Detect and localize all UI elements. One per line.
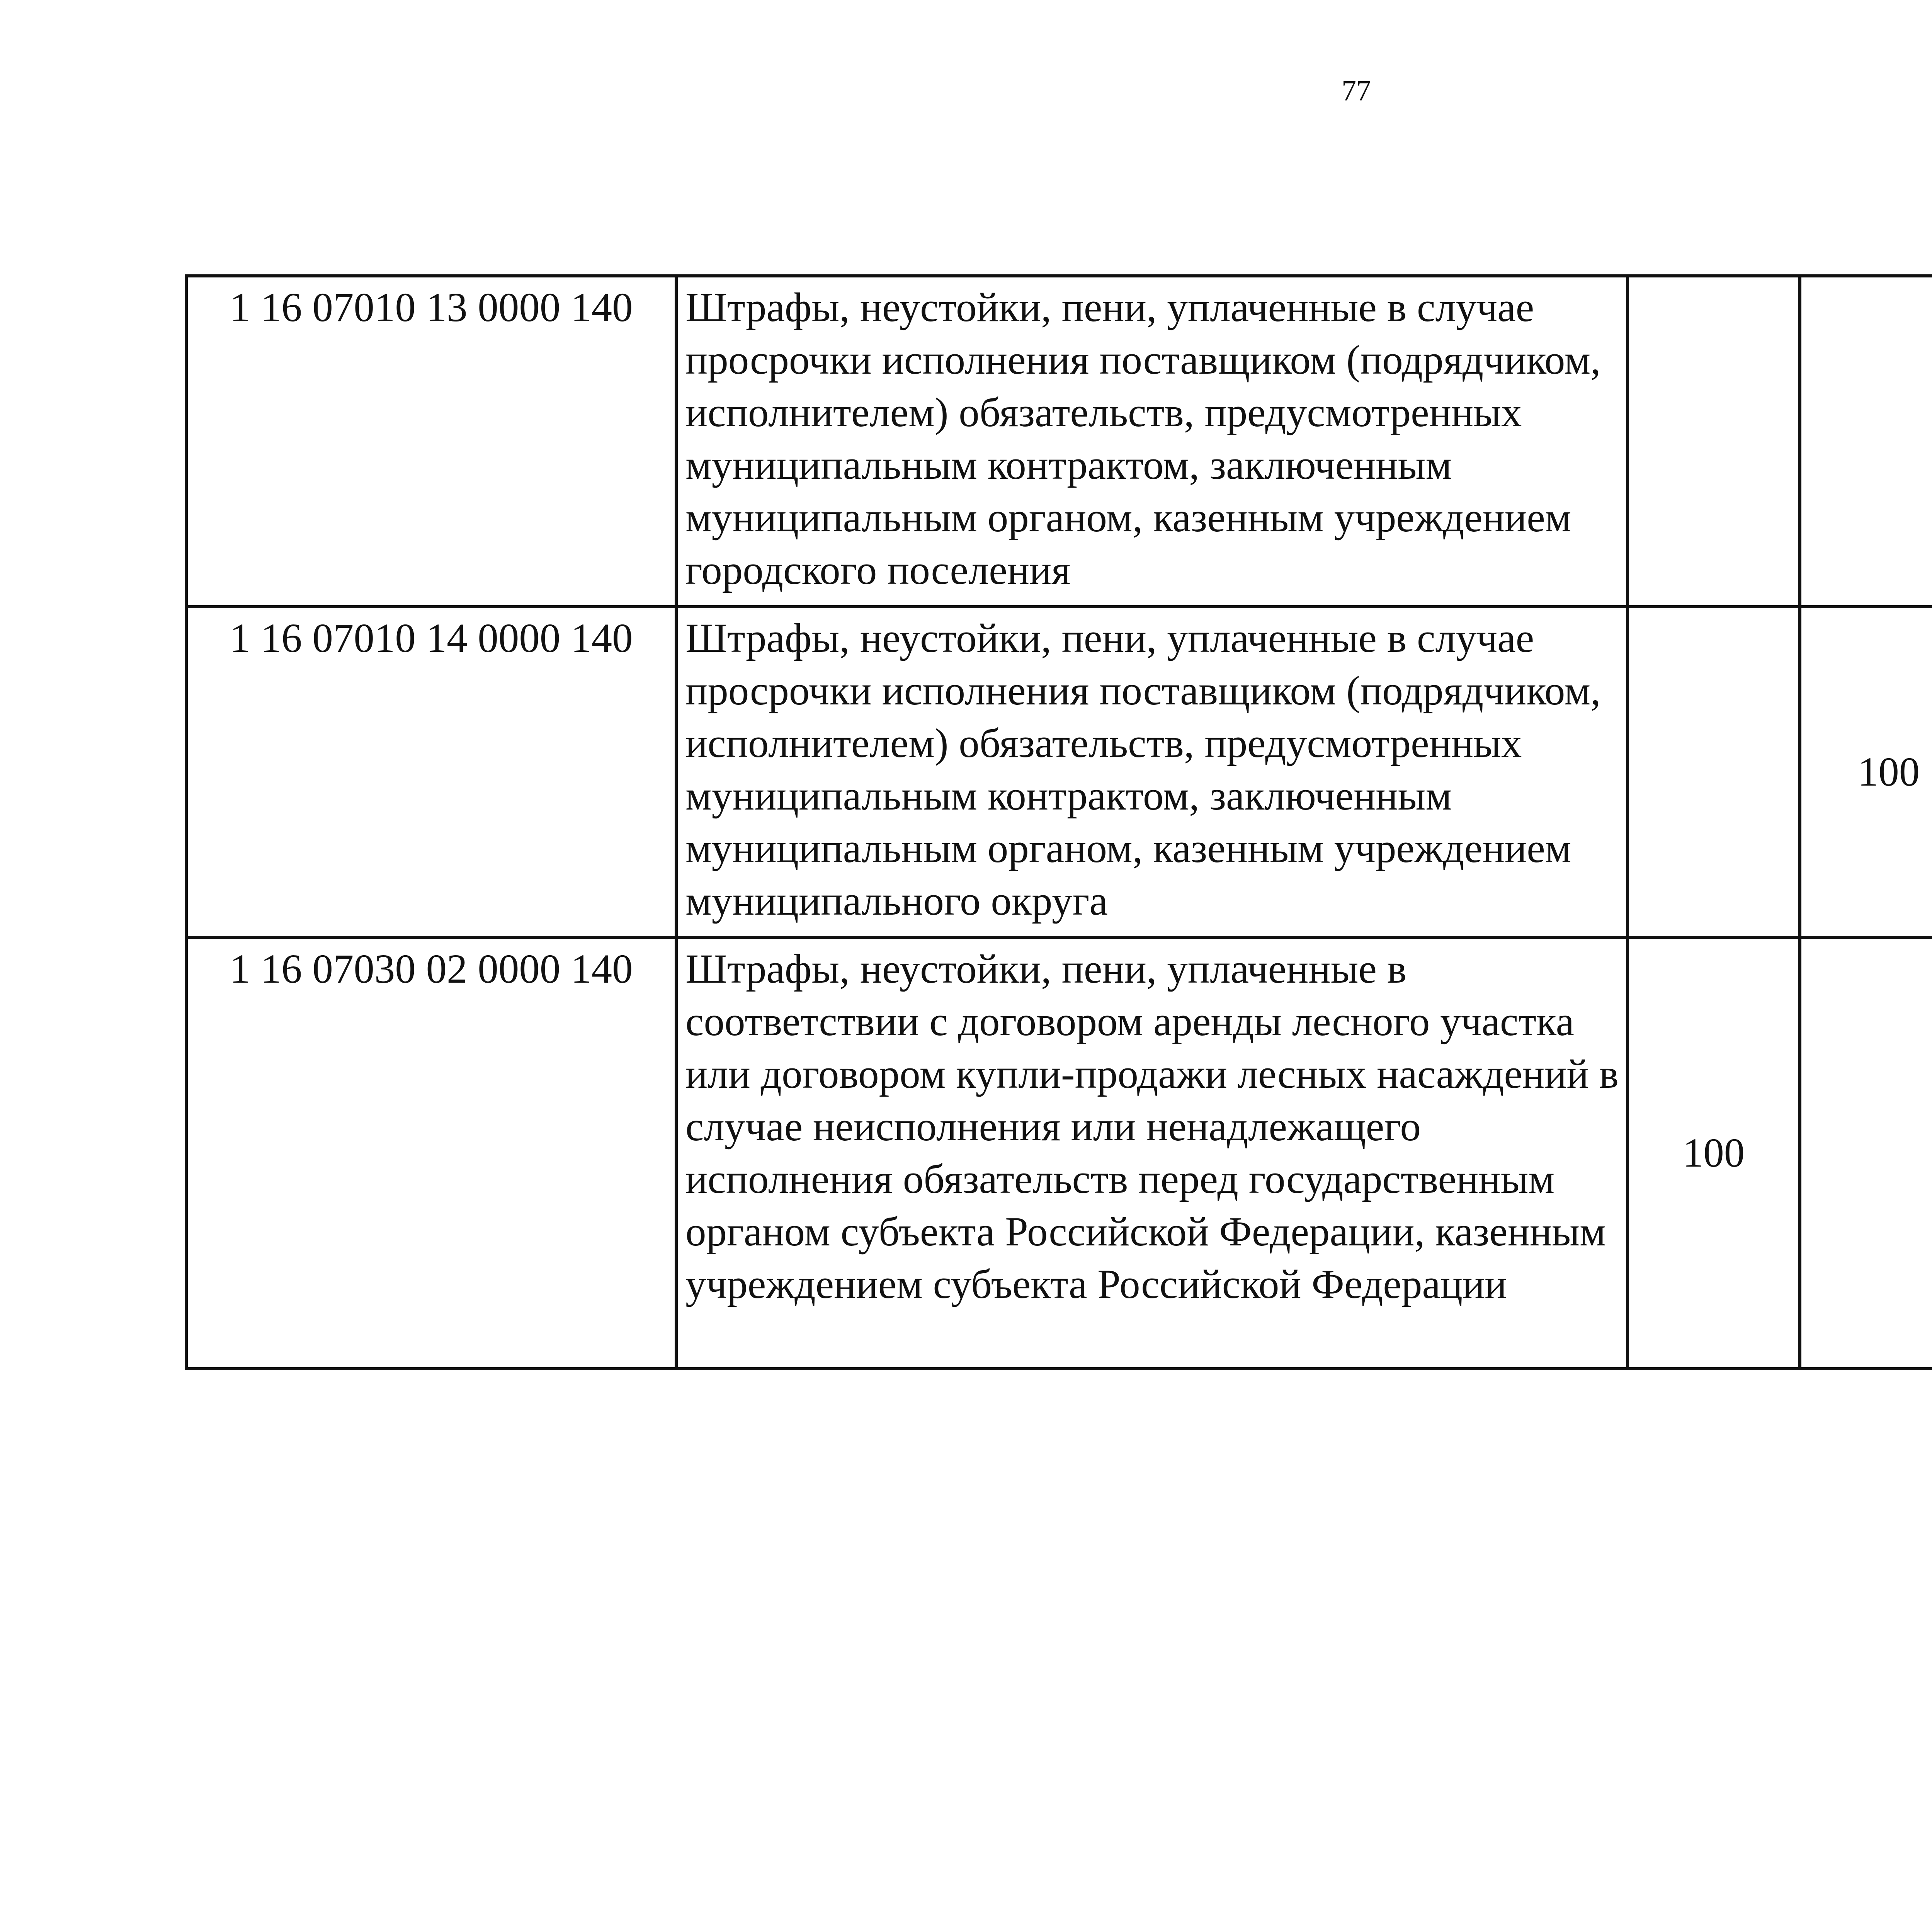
table-row: [186, 937, 1932, 1369]
value-cell: [1628, 276, 1800, 607]
value-cell: [1628, 607, 1800, 937]
value-cell: [1800, 937, 1932, 1369]
value-cell: 100: [1800, 607, 1932, 937]
revenue-description-cell: Штрафы, неустойки, пени, уплаченные в случае просрочки исполнения поставщиком (подрядчиком, исполнителем) обязательств, предусмотренных муниципальным контрактом, заключенным муниципальным органом, казенным учреждением муниципального округа: [676, 607, 1628, 937]
revenue-description-cell: Штрафы, неустойки, пени, уплаченные в соответствии с договором аренды лесного участка или договором купли-продажи лесных насаждений в случае неисполнения или ненадлежащего исполнения обязательств перед государственным органом субъекта Российской Федерации, казенным учреждением субъекта Российской Федерации: [676, 937, 1628, 1369]
value-cell: [1800, 276, 1932, 607]
revenue-distribution-table: [185, 274, 1932, 1370]
table-row: [186, 607, 1932, 937]
revenue-code-cell: 1 16 07030 02 0000 140: [186, 937, 676, 1369]
revenue-description-cell: Штрафы, неустойки, пени, уплаченные в случае просрочки исполнения поставщиком (подрядчиком, исполнителем) обязательств, предусмотренных муниципальным контрактом, заключенным муниципальным органом, казенным учреждением городского поселения: [676, 276, 1628, 607]
revenue-code-cell: 1 16 07010 13 0000 140: [186, 276, 676, 607]
value-cell: 100: [1628, 937, 1800, 1369]
page-number: 77: [1342, 75, 1371, 107]
revenue-code-cell: 1 16 07010 14 0000 140: [186, 607, 676, 937]
table-row: [186, 276, 1932, 607]
